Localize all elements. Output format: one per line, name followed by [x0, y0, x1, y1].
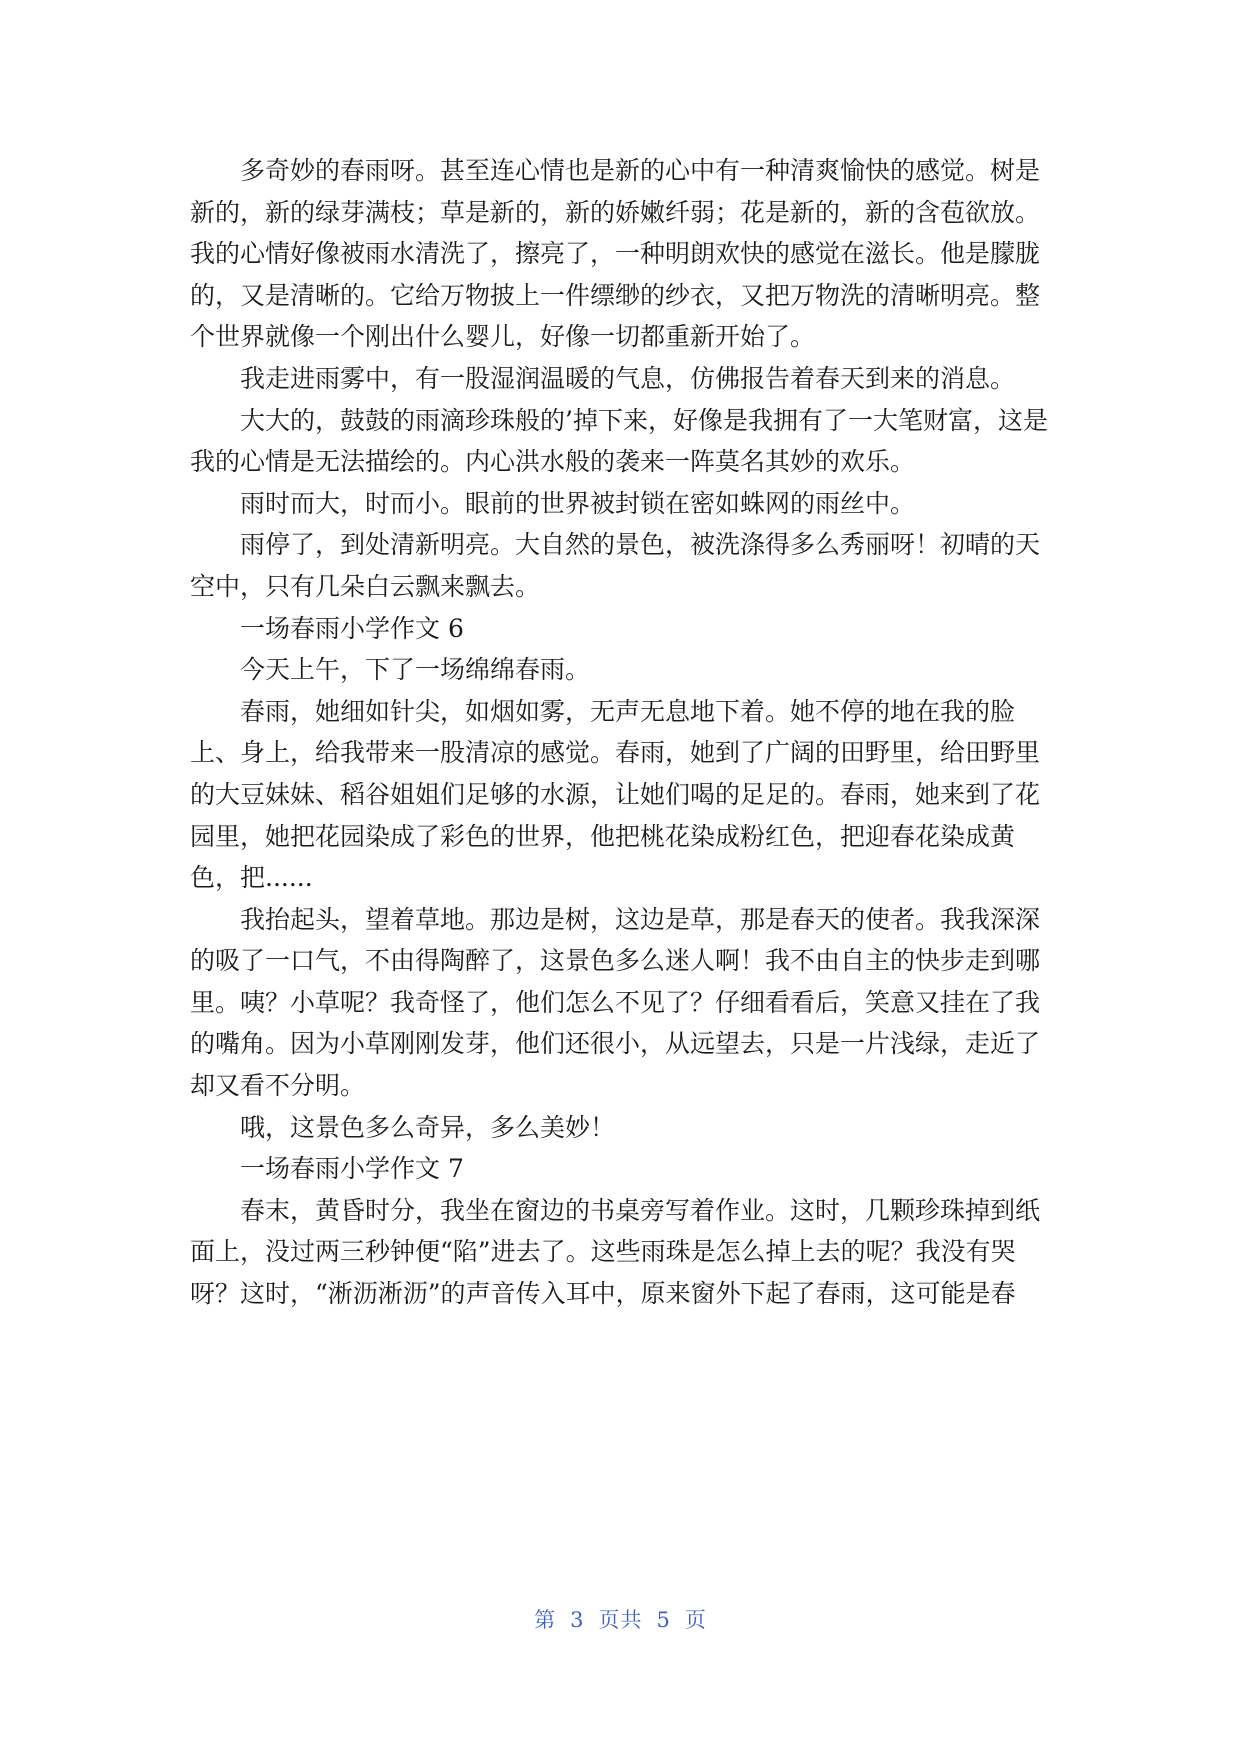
page-footer [0, 1604, 1241, 1634]
footer-page-number: 3 [570, 1608, 585, 1632]
text-line: 春雨，她细如针尖，如烟如雾，无声无息地下着。她不停的地在我的脸 [240, 696, 1016, 726]
text-line: 空中，只有几朵白云飘来飘去。 [190, 571, 541, 601]
text-line: 我走进雨雾中，有一股湿润温暖的气息，仿佛报告着春天到来的消息。 [240, 363, 1016, 393]
text-line: 里。咦？小草呢？我奇怪了，他们怎么不见了？仔细看看后，笑意又挂在了我 [190, 987, 1041, 1017]
text-line: 的大豆妹妹、稻谷姐姐们足够的水源，让她们喝的足足的。春雨，她来到了花 [190, 779, 1041, 809]
text-line: 雨时而大，时而小。眼前的世界被封锁在密如蛛网的雨丝中。 [240, 488, 916, 518]
text-line: 新的，新的绿芽满枝；草是新的，新的娇嫩纤弱；花是新的，新的含苞欲放。 [190, 197, 1041, 227]
text-line: 园里，她把花园染成了彩色的世界，他把桃花染成粉红色，把迎春花染成黄 [190, 821, 1016, 851]
text-line: 大大的，鼓鼓的雨滴珍珠般的’掉下来，好像是我拥有了一大笔财富，这是 [240, 405, 1048, 435]
text-line: 我的心情是无法描绘的。内心洪水般的袭来一阵莫名其妙的欢乐。 [190, 447, 916, 477]
footer-total-pages: 5 [656, 1608, 671, 1632]
text-line: 我的心情好像被雨水清洗了，擦亮了，一种明朗欢快的感觉在滋长。他是朦胧 [190, 239, 1041, 269]
text-line: 的吸了一口气，不由得陶醉了，这景色多么迷人啊！我不由自主的快步走到哪 [190, 946, 1041, 976]
section-heading: 一场春雨小学作文 7 [240, 1154, 464, 1184]
text-line: 多奇妙的春雨呀。甚至连心情也是新的心中有一种清爽愉快的感觉。树是 [240, 156, 1041, 185]
text-line: 面上，没过两三秒钟便“陷”进去了。这些雨珠是怎么掉上去的呢？我没有哭 [190, 1237, 1016, 1267]
text-line: 却又看不分明。 [190, 1071, 366, 1101]
text-line: 我抬起头，望着草地。那边是树，这边是草，那是春天的使者。我我深深 [240, 904, 1041, 934]
text-line: 哦，这景色多么奇异，多么美妙！ [240, 1112, 616, 1142]
text-line: 上、身上，给我带来一股清凉的感觉。春雨，她到了广阔的田野里，给田野里 [190, 738, 1041, 768]
text-line: 个世界就像一个刚出什么婴儿，好像一切都重新开始了。 [190, 322, 816, 352]
text-line: 色，把...... [190, 863, 313, 893]
section-heading: 一场春雨小学作文 6 [240, 613, 464, 643]
text-line: 的，又是清晰的。它给万物披上一件缥缈的纱衣，又把万物洗的清晰明亮。整 [190, 280, 1041, 310]
document-body [190, 150, 1060, 1315]
footer-page-label: 第 [534, 1608, 557, 1632]
text-line: 雨停了，到处清新明亮。大自然的景色，被洗涤得多么秀丽呀！初晴的天 [240, 530, 1041, 560]
text-line: 春末，黄昏时分，我坐在窗边的书桌旁写着作业。这时，几颗珍珠掉到纸 [240, 1195, 1041, 1225]
text-line: 呀？这时，“淅沥淅沥”的声音传入耳中，原来窗外下起了春雨，这可能是春 [190, 1279, 1016, 1309]
text-line: 的嘴角。因为小草刚刚发芽，他们还很小，从远望去，只是一片浅绿，走近了 [190, 1029, 1041, 1059]
footer-of-label: 页共 [598, 1608, 643, 1632]
text-line: 今天上午，下了一场绵绵春雨。 [240, 655, 591, 685]
footer-pages-label: 页 [684, 1608, 707, 1632]
